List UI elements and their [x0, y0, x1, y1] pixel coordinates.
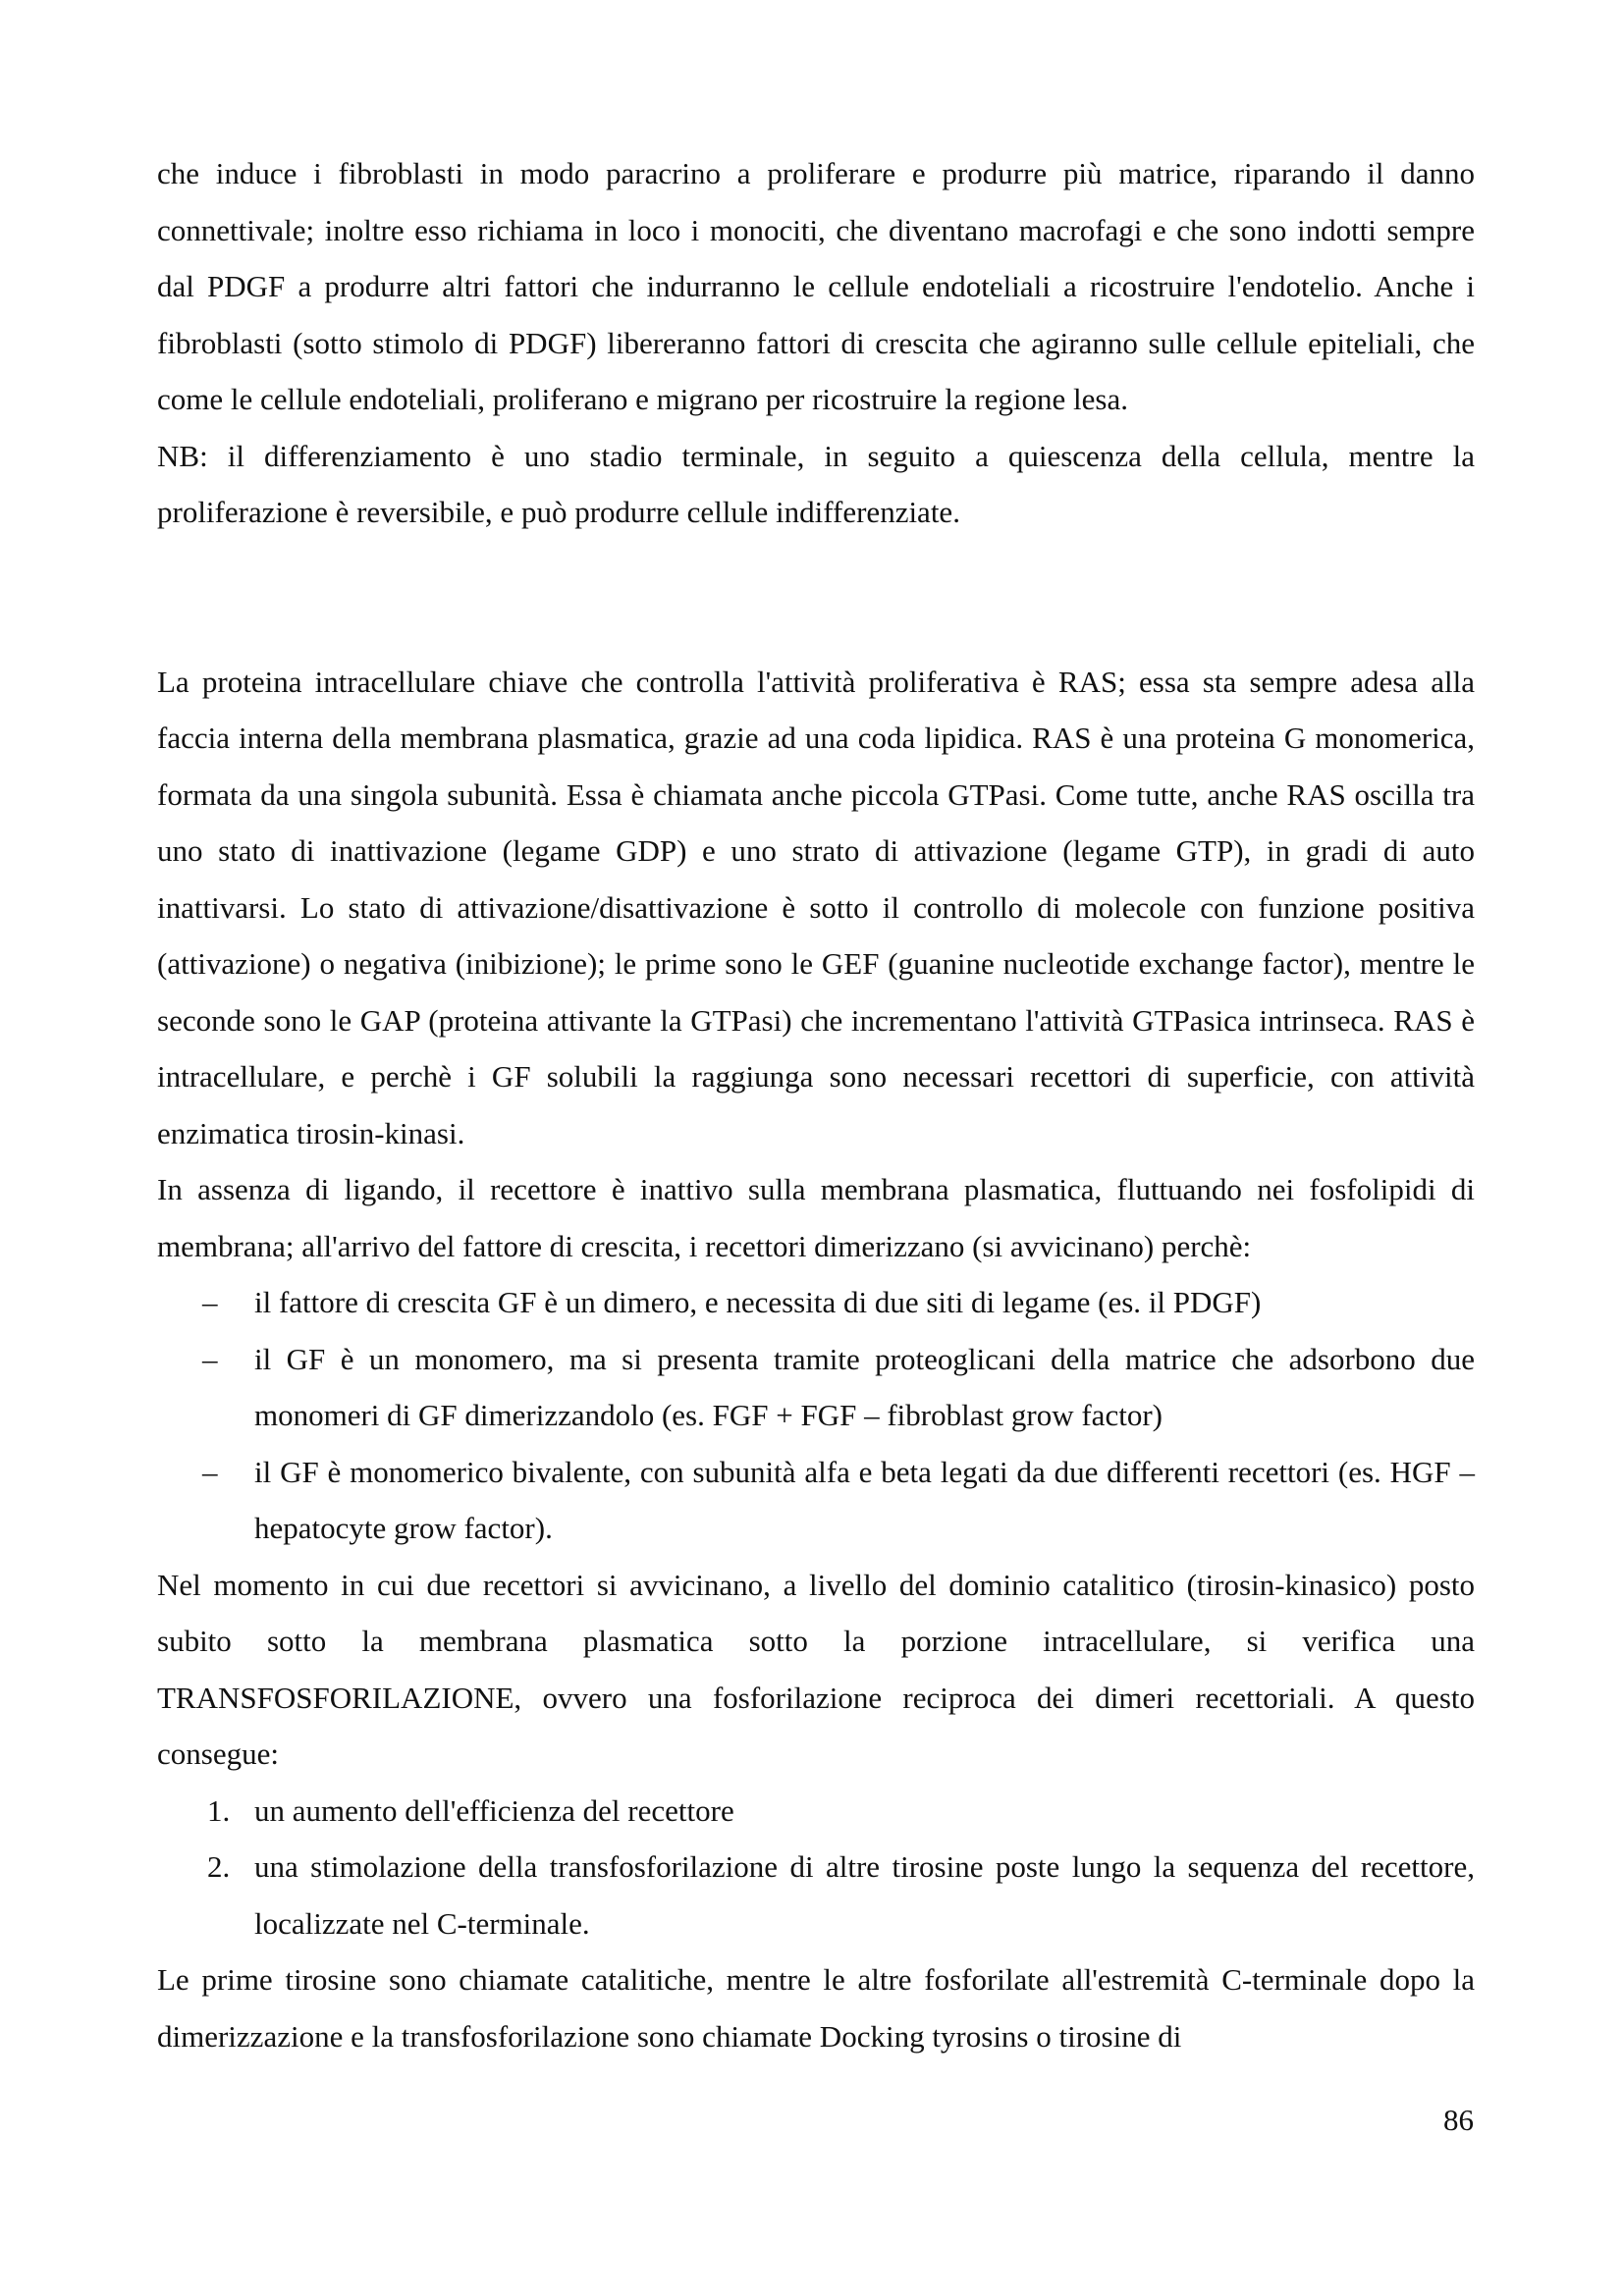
page-body [157, 145, 1475, 2064]
list-item-text: una stimolazione della transfosforilazione di altre tirosine poste lungo la sequenza del recettore, localizzate nel C-terminale. [254, 1849, 1475, 1941]
paragraph-fibroblasts: che induce i fibroblasti in modo paracrino a proliferare e produrre più matrice, riparando il danno connettivale; inoltre esso richiama in loco i monociti, che diventano macrofagi e che sono indotti sempre dal PDGF a produrre altri fattori che indurranno le cellule endoteliali a ricostruire l'endotelio. Anche i fibroblasti (sotto stimolo di PDGF) libereranno fattori di crescita che agiranno sulle cellule epiteliali, che come le cellule endoteliali, proliferano e migrano per ricostruire la regione lesa. [157, 156, 1475, 416]
list-item-text: il GF è monomerico bivalente, con subunità alfa e beta legati da due differenti recettori (es. HGF – hepatocyte grow factor). [254, 1454, 1475, 1545]
list-item [157, 1274, 1475, 1331]
paragraph-docking-tyrosines: Le prime tirosine sono chiamate catalitiche, mentre le altre fosforilate all'estremità C-terminale dopo la dimerizzazione e la transfosforilazione sono chiamate Docking tyrosins o tirosine di [157, 1962, 1475, 2054]
paragraph-ras-protein: La proteina intracellulare chiave che controlla l'attività proliferativa è RAS; essa sta sempre adesa alla faccia interna della membrana plasmatica, grazie ad una coda lipidica. RAS è una proteina G monomerica, formata da una singola subunità. Essa è chiamata anche piccola GTPasi. Come tutte, anche RAS oscilla tra uno stato di inattivazione (legame GDP) e uno strato di attivazione (legame GTP), in gradi di auto inattivarsi. Lo stato di attivazione/disattivazione è sotto il controllo di molecole con funzione positiva (attivazione) o negativa (inibizione); le prime sono le GEF (guanine nucleotide exchange factor), mentre le seconde sono le GAP (proteina attivante la GTPasi) che incrementano l'attività GTPasica intrinseca. RAS è intracellulare, e perchè i GF solubili la raggiunga sono necessari recettori di superficie, con attività enzimatica tirosin-kinasi. [157, 664, 1475, 1150]
dash-bullet: – [202, 1285, 218, 1319]
list-number: 2. [207, 1849, 231, 1884]
list-item-text: il fattore di crescita GF è un dimero, e necessita di due siti di legame (es. il PDGF) [254, 1285, 1262, 1319]
paragraph-spacer [157, 541, 1475, 654]
consequences-list [157, 1783, 1475, 1952]
paragraph-nb-note: NB: il differenziamento è uno stadio terminale, in seguito a quiescenza della cellula, mentre la proliferazione è reversibile, e può produrre cellule indifferenziate. [157, 438, 1475, 529]
paragraph-transphosphorylation: Nel momento in cui due recettori si avvicinano, a livello del dominio catalitico (tirosin-kinasico) posto subito sotto la membrana plasmatica sotto la porzione intracellulare, si verifica una TRANSFOSFORILAZIONE, ovvero una fosforilazione reciproca dei dimeri recettoriali. A questo consegue: [157, 1567, 1475, 1771]
paragraph-ligand-absence: In assenza di ligando, il recettore è inattivo sulla membrana plasmatica, fluttuando nei fosfolipidi di membrana; all'arrivo del fattore di crescita, i recettori dimerizzano (si avvicinano) perchè: [157, 1172, 1475, 1263]
list-item [157, 1331, 1475, 1444]
page-number: 86 [1443, 2103, 1474, 2137]
list-item [157, 1444, 1475, 1557]
dimerization-reasons-list [157, 1274, 1475, 1557]
list-item-text: il GF è un monomero, ma si presenta tramite proteoglicani della matrice che adsorbono due monomeri di GF dimerizzandolo (es. FGF + FGF – fibroblast grow factor) [254, 1341, 1475, 1432]
dash-bullet: – [202, 1454, 218, 1489]
dash-bullet: – [202, 1341, 218, 1376]
list-item [157, 1839, 1475, 1951]
list-item-text: un aumento dell'efficienza del recettore [254, 1792, 734, 1828]
list-item [157, 1783, 1475, 1840]
list-number: 1. [207, 1792, 231, 1828]
